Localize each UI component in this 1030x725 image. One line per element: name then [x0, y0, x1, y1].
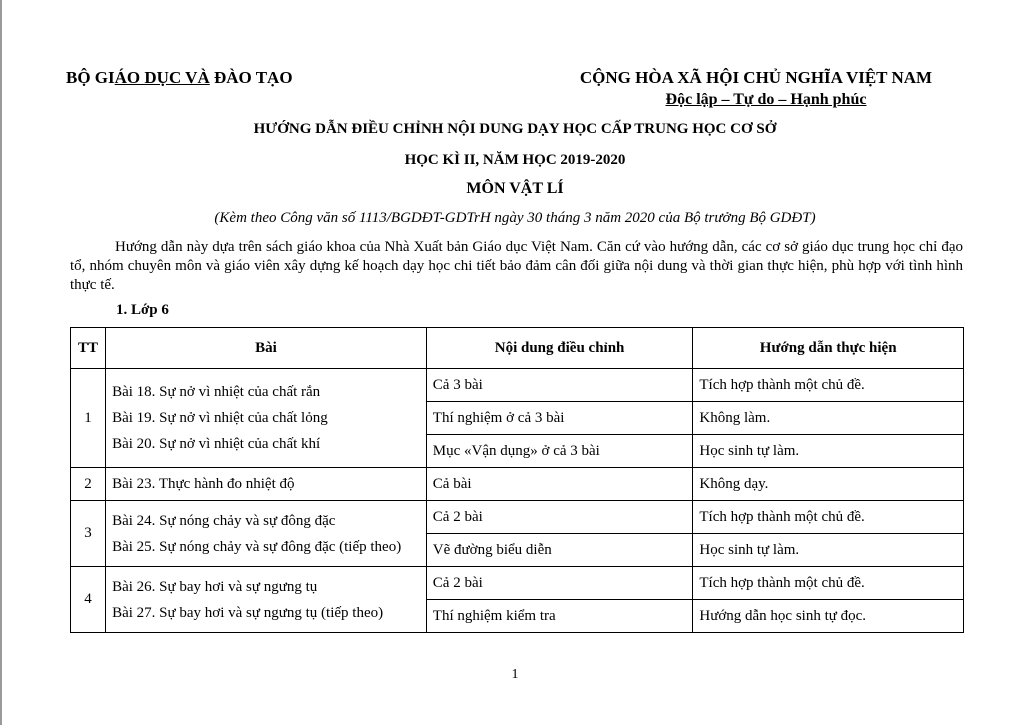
guide-cell: Không làm. — [693, 402, 964, 435]
lesson-title: Bài 26. Sự bay hơi và sự ngưng tụ — [112, 578, 318, 595]
lesson-title: Bài 27. Sự bay hơi và sự ngưng tụ (tiếp theo) — [112, 604, 384, 621]
subject-title: MÔN VẬT LÍ — [466, 180, 564, 197]
content-cell: Cả 3 bài — [426, 369, 693, 402]
row-number: 4 — [71, 567, 106, 633]
adjustment-table — [70, 327, 964, 633]
header-tt: TT — [71, 328, 106, 369]
guide-cell: Hướng dẫn học sinh tự đọc. — [693, 600, 964, 633]
content-cell: Vẽ đường biểu diễn — [426, 534, 693, 567]
guide-cell: Tích hợp thành một chủ đề. — [693, 501, 964, 534]
guide-cell: Tích hợp thành một chủ đề. — [693, 369, 964, 402]
header-lesson: Bài — [106, 328, 427, 369]
page-edge — [0, 0, 2, 725]
lesson-cell — [106, 501, 427, 567]
lesson-title: Bài 19. Sự nở vì nhiệt của chất lỏng — [112, 410, 328, 426]
content-cell: Cả 2 bài — [426, 501, 693, 534]
lesson-title: Bài 20. Sự nở vì nhiệt của chất khí — [112, 436, 321, 452]
guide-cell: Không dạy. — [693, 468, 964, 501]
content-cell: Cả bài — [426, 468, 693, 501]
table-header-row — [71, 328, 964, 369]
row-number: 1 — [71, 369, 106, 468]
content-cell: Thí nghiệm kiểm tra — [426, 600, 693, 633]
table-row — [71, 369, 964, 402]
lesson-cell — [106, 567, 427, 633]
lesson-title: Bài 23. Thực hành đo nhiệt độ — [106, 468, 427, 501]
country-name: CỘNG HÒA XÃ HỘI CHỦ NGHĨA VIỆT NAM — [579, 68, 933, 87]
section-heading: 1. Lớp 6 — [116, 302, 169, 318]
header-guide: Hướng dẫn thực hiện — [693, 328, 964, 369]
table-row — [71, 567, 964, 600]
lesson-title: Bài 25. Sự nóng chảy và sự đông đặc (tiếp theo) — [112, 538, 402, 555]
content-cell: Cả 2 bài — [426, 567, 693, 600]
lesson-title: Bài 24. Sự nóng chảy và sự đông đặc — [112, 512, 336, 529]
row-number: 3 — [71, 501, 106, 567]
motto: Độc lập – Tự do – Hạnh phúc — [665, 91, 867, 108]
guide-cell: Học sinh tự làm. — [693, 435, 964, 468]
guide-cell: Tích hợp thành một chủ đề. — [693, 567, 964, 600]
row-number: 2 — [71, 468, 106, 501]
table-row — [71, 501, 964, 534]
lesson-title: Bài 18. Sự nở vì nhiệt của chất rắn — [112, 384, 321, 400]
document-title: HƯỚNG DẪN ĐIỀU CHỈNH NỘI DUNG DẠY HỌC CẤP TRUNG HỌC CƠ SỞ — [253, 121, 777, 137]
lesson-cell — [106, 369, 427, 468]
guide-cell: Học sinh tự làm. — [693, 534, 964, 567]
header-content: Nội dung điều chỉnh — [426, 328, 693, 369]
intro-paragraph: Hướng dẫn này dựa trên sách giáo khoa của Nhà Xuất bản Giáo dục Việt Nam. Căn cứ vào hướng dẫn, các cơ sở giáo dục trung học chỉ đạo tổ, nhóm chuyên môn và giáo viên xây dựng kế hoạch dạy học chi tiết bảo đảm cân đối giữa nội dung và thời gian thực hiện, phù hợp với tình hình thực tế. — [70, 239, 963, 293]
attachment-note: (Kèm theo Công văn số 1113/BGDĐT-GDTrH ngày 30 tháng 3 năm 2020 của Bộ trưởng Bộ GDĐT) — [214, 210, 816, 226]
content-cell: Mục «Vận dụng» ở cả 3 bài — [426, 435, 693, 468]
content-cell: Thí nghiệm ở cả 3 bài — [426, 402, 693, 435]
table-row — [71, 468, 964, 501]
term-title: HỌC KÌ II, NĂM HỌC 2019-2020 — [404, 152, 626, 168]
national-header — [560, 68, 952, 109]
page-number: 1 — [511, 667, 519, 682]
ministry-name: BỘ GIÁO DỤC VÀ ĐÀO TẠO — [66, 68, 293, 87]
